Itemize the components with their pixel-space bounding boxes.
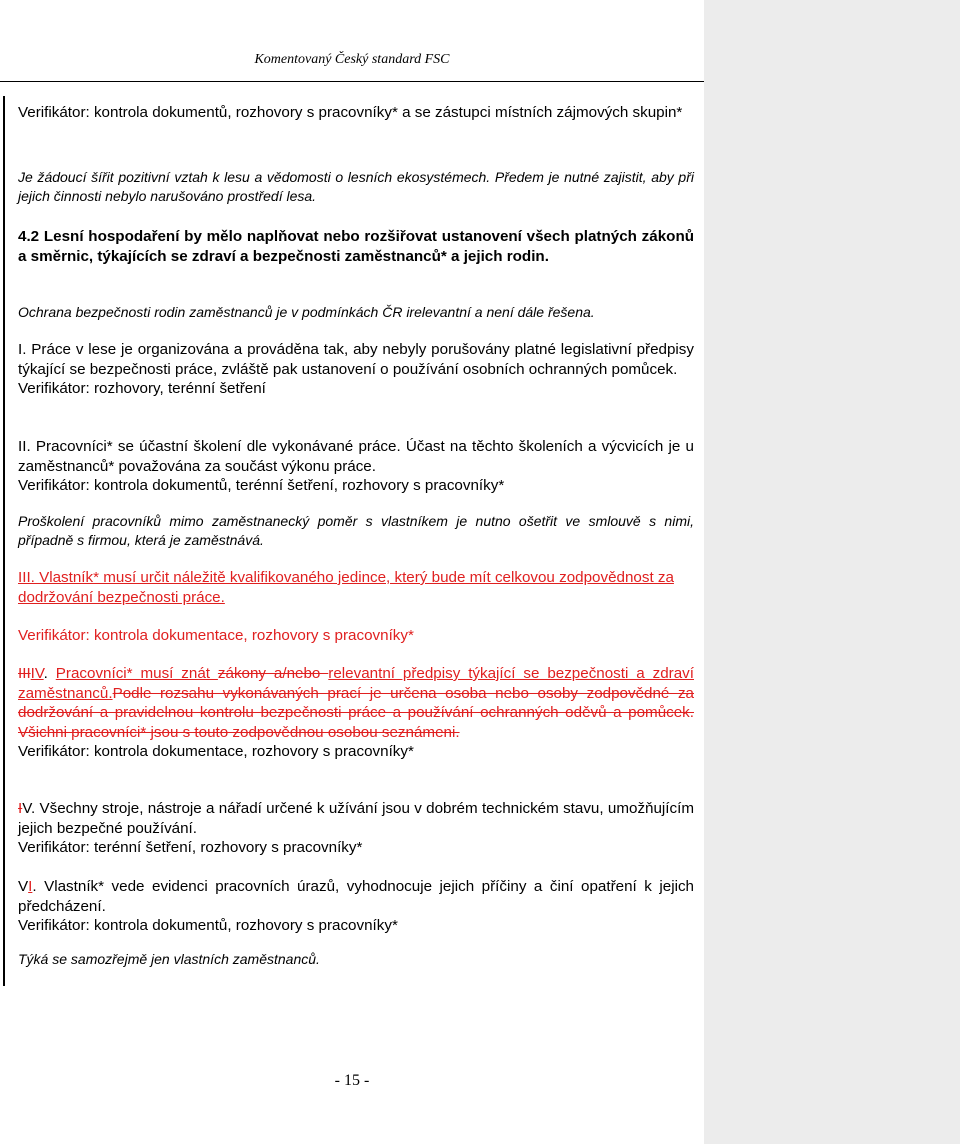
indicator-5-verifier: Verifikátor: terénní šetření, rozhovory s pracovníky*	[18, 839, 363, 856]
indicator-6-number-inserted: I	[28, 878, 33, 895]
indicator-2-verifier: Verifikátor: kontrola dokumentů, terénní šetření, rozhovory s pracovníky*	[18, 477, 505, 494]
indicator-4-number-inserted: IV	[30, 665, 44, 682]
indicator-4-deleted-1: zákony a/nebo	[217, 665, 329, 682]
indicator-4	[18, 664, 694, 762]
indicator-4-deleted-2: Podle rozsahu vykonávaných prací je určena osoba nebo osoby zodpovědné za dodržování a pravidelnou kontrolu bezpečnosti práce a používání ochranných oděvů a pomůcek. Všichni pracovníci* jsou s touto zodpovědnou osobou seznámeni.	[18, 684, 694, 741]
indicator-1	[18, 340, 694, 399]
indicator-2	[18, 437, 694, 496]
criterion-4-2: 4.2 Lesní hospodaření by mělo naplňovat nebo rozšiřovat ustanovení všech platných zákonů a směrnic, týkajících se zdraví a bezpečnosti zaměstnanců* a jejich rodin.	[18, 228, 694, 265]
indicator-5-text: V. Všechny stroje, nástroje a nářadí určené k užívání jsou v dobrém technickém stavu, umožňujícím jejich bezpečné používání.	[18, 800, 694, 837]
note-family-safety: Ochrana bezpečnosti rodin zaměstnanců je v podmínkách ČR irelevantní a není dále řešena.	[18, 304, 595, 320]
indicator-3-text	[18, 568, 694, 607]
indicator-3-verifier: Verifikátor: kontrola dokumentace, rozhovory s pracovníky*	[18, 627, 414, 644]
indicator-4-inserted-2: relevantní předpisy týkající se bezpečnosti a zdraví zaměstnanců.	[18, 665, 694, 702]
indicator-4-dot: .	[43, 665, 56, 682]
note-positive-relationship: Je žádoucí šířit pozitivní vztah k lesu a vědomosti o lesních ekosystémech. Předem je nutné zajistit, aby při jejich činnosti nebylo narušováno prostředí lesa.	[18, 169, 694, 204]
comment-margin-pane	[704, 0, 960, 1144]
indicator-6-text: . Vlastník* vede evidenci pracovních úrazů, vyhodnocuje jejich příčiny a činí opatření k jejich předcházení.	[18, 878, 694, 915]
revision-change-bar	[3, 96, 5, 986]
indicator-1-text: I. Práce v lese je organizována a prováděna tak, aby nebyly porušovány platné legislativní předpisy týkající se bezpečnosti práce, zvláště pak ustanovení o používání osobních ochranných pomůcek.	[18, 341, 694, 378]
indicator-2-text: II. Pracovníci* se účastní školení dle vykonávané práce. Účast na těchto školeních a výcvicích je u zaměstnanců* považována za součást výkonu práce.	[18, 438, 694, 475]
verifier-top: Verifikátor: kontrola dokumentů, rozhovory s pracovníky* a se zástupci místních zájmových skupin*	[18, 104, 683, 121]
indicator-6-verifier: Verifikátor: kontrola dokumentů, rozhovory s pracovníky*	[18, 917, 398, 934]
note-training-contract: Proškolení pracovníků mimo zaměstnanecký poměr s vlastníkem je nutno ošetřit ve smlouvě s nimi, případně s firmou, která je zaměstnává.	[18, 513, 694, 548]
indicator-5-number-deleted: I	[18, 800, 23, 817]
indicator-6	[18, 877, 694, 936]
indicator-3-inserted: III. Vlastník* musí určit náležitě kvalifikovaného jedince, který bude mít celkovou zodpovědnost za dodržování bezpečnosti práce.	[18, 569, 674, 606]
indicator-1-verifier: Verifikátor: rozhovory, terénní šetření	[18, 380, 266, 397]
header-rule	[0, 81, 704, 82]
indicator-4-number-deleted: III	[18, 665, 31, 682]
note-own-employees: Týká se samozřejmě jen vlastních zaměstnanců.	[18, 951, 320, 967]
indicator-4-inserted-1: Pracovníci* musí znát	[55, 665, 218, 682]
indicator-5	[18, 799, 694, 858]
indicator-4-verifier: Verifikátor: kontrola dokumentace, rozhovory s pracovníky*	[18, 743, 414, 760]
indicator-6-number: V	[18, 878, 29, 895]
page-number: - 15 -	[334, 1072, 370, 1089]
page-header-title: Komentovaný Český standard FSC	[254, 52, 450, 67]
